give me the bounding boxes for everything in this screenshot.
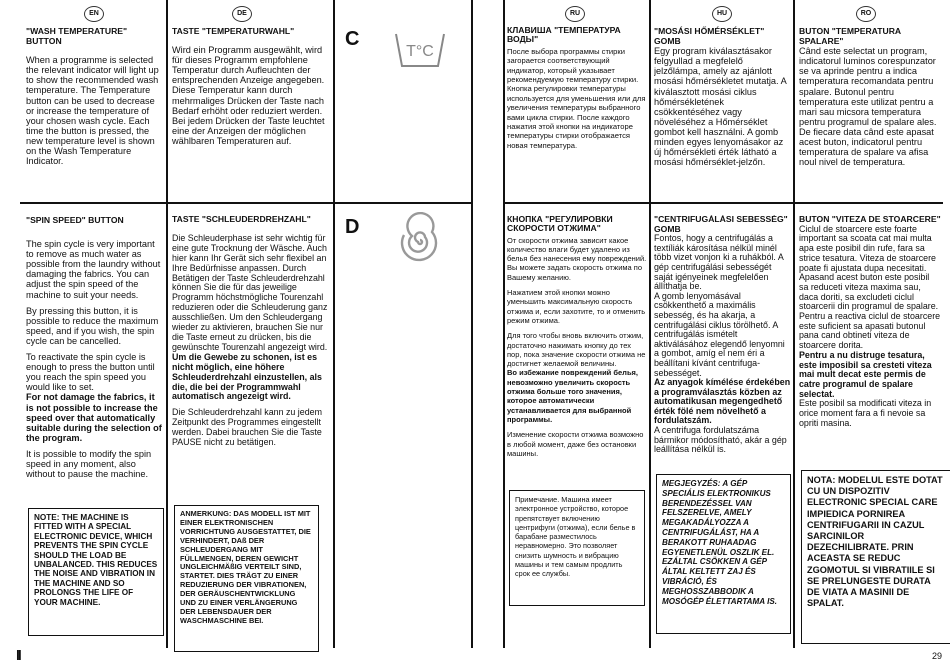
ru-note-box <box>509 490 645 606</box>
ru-wash-temperature-section <box>507 26 647 198</box>
section-warning: Pentru a nu distruge tesatura, este imposibil sa cresteti viteza mai mult decat este permis de catre programul de spalare selectat. <box>799 349 932 399</box>
section-title: "SPIN SPEED" BUTTON <box>26 215 124 225</box>
section-paragraph: Изменение скорости отжима возможно в любой момент, даже без остановки машины. <box>507 430 644 458</box>
de-spin-speed-section <box>172 215 330 505</box>
section-paragraph: It is possible to modify the spin speed in any moment, also without to pause the machine. <box>26 448 152 480</box>
section-paragraph: Die Schleuderdrehzahl kann zu jedem Zeitpunkt des Programmes eingestellt werden. Dabei brauchen Sie die Taste PAUSE nicht zu betätigen. <box>172 407 322 448</box>
section-body: Wird ein Programm ausgewählt, wird für dieses Programm empfohlene Temperatur durch Aufleuchten der entsprechenden Anzeige angegeben. Diese Temperatur kann durch mehrmaliges Drücken der Taste nach Bedarf erhöht oder reduziert werden. Bei jedem Drücken der Taste leuchtet eine der Anzeigen der möglichen wählbaren Temperaturen auf. <box>172 45 325 146</box>
temperature-icon-label: T°C <box>406 43 434 60</box>
section-title: TASTE "SCHLEUDERDREHZAHL" <box>172 215 311 224</box>
column-divider <box>471 0 473 648</box>
ro-spin-speed-section <box>799 215 941 467</box>
section-paragraph: By pressing this button, it is possible to reduce the maximum speed, and if you wish, the spin cycle can be cancelled. <box>26 305 159 346</box>
section-body: Egy program kiválasztásakor felgyullad a megfelelő jelzőlámpa, amely az ajánlott mosási hőmérsékletet mutatja. A kiválasztott mosási ciklus hőmérsékletének csökkentéséhez vagy növeléséhez a Hőmérséklet gombot kell használni. A gomb minden egyes lenyomásakor az új hőmérsékleti érték látható a mosási hőmérséklet-jelzőn. <box>654 46 787 168</box>
section-title: КЛАВИША "ТЕМПЕРАТУРА ВОДЫ" <box>507 26 621 45</box>
en-spin-speed-section <box>26 215 162 508</box>
section-paragraph: A centrifuga fordulatszáma bármikor módosítható, akár a gép leállítása nélkül is. <box>654 425 787 455</box>
de-note-box <box>174 505 319 652</box>
column-divider <box>503 0 505 648</box>
section-d-marker <box>335 0 465 648</box>
en-note-box <box>28 508 164 636</box>
section-divider <box>503 202 943 204</box>
section-paragraph: От скорости отжима зависит какое количество влаги будет удалено из белья без нанесения ему повреждений. Вы можете задать скорость отжима по Вашему желанию. <box>507 235 647 282</box>
section-warning: Um die Gewebe zu schonen, ist es nicht möglich, eine höhere Schleuderdrehzahl einzustellen, als die, die bei der Programmwahl automatisch angezeigt wird. <box>172 351 322 402</box>
note-text: NOTE: THE MACHINE IS FITTED WITH A SPECIAL ELECTRONIC DEVICE, WHICH PREVENTS THE SPIN CYCLE SHOULD THE LOAD BE UNBALANCED. THIS REDUCES THE NOISE AND VIBRATION IN THE MACHINE AND SO PROLONGS THE LIFE OF YOUR MACHINE. <box>34 513 158 607</box>
en-wash-temperature-section <box>26 26 162 198</box>
section-title: "CENTRIFUGÁLÁSI SEBESSÉG" GOMB <box>654 215 788 234</box>
language-badge-de: DE <box>232 6 252 22</box>
language-badge-ro: RO <box>856 6 876 22</box>
note-text: ANMERKUNG: DAS MODELL IST MIT EINER ELEKTRONISCHEN VORRICHTUNG AUSGESTATTET, DIE VERHINDERT, DAß DER SCHLEUDERGANG MIT FÜLLMENGEN, DEREN GEWICHT UNGLEICHMÄßIG VERTEILT SIND, STARTET. DIES TRÄGT ZU EINER REDUZIERUNG DER VIBRATIONEN, DER GERÄUSCHENTWICKLUNG UND ZU EINER VERLÄNGERUNG DER LEBENSDAUER DER WASCHMASCHINE BEI. <box>180 509 311 625</box>
section-title: BUTON "VITEZA DE STOARCERE" <box>799 215 941 224</box>
section-paragraph: Нажатием этой кнопки можно уменьшить максимальную скорость отжима и, если захотите, то и отменить режим отжима. <box>507 288 646 325</box>
spin-spiral-icon <box>390 212 450 272</box>
page-number: 29 <box>931 651 942 661</box>
language-badge-en: EN <box>84 6 104 22</box>
section-body: После выбора программы стирки загорается соответствующий индикатор, который указывает рекомендуемую температуру стирки. Кнопка регулировки температуры используется для уменьшения или для увеличения температуры выбранного вами цикла стирки. После каждого нажатия этой кнопки на индикаторе температуры стирки отображается новая температура. <box>507 46 646 150</box>
hu-spin-speed-section <box>654 215 791 473</box>
section-body: When a programme is selected the relevant indicator will light up to show the recommended wash temperature. The Temperature button can be used to decrease or increase the temperature of your chosen wash cycle. Each time the button is pressed, the new temperature level is shown on the Wash Temperature Indicator. <box>26 55 159 167</box>
note-text: MEGJEGYZÉS: A GÉP SPECIÁLIS ELEKTRONIKUS BERENDEZÉSSEL VAN FELSZERELVE, AMELY MEGAKADÁLYOZZA A CENTRIFUGÁLÁST, HA A BERAKOTT RUHAADAG EGYENETLENÜL OSZLIK EL. EZÁLTAL CSÖKKEN A GÉP ÁLTAL KELTETT ZAJ ÉS VIBRÁCIÓ, ÉS MEGHOSSZABBODIK A MOSÓGÉP ÉLETTARTAMA IS. <box>662 479 777 606</box>
note-text: NOTA: MODELUL ESTE DOTAT CU UN DISPOZITIV ELECTRONIC SPECIAL CARE IMPIEDICA PORNIREA CENTRIFUGARII IN CAZUL SARCINILOR DEZECHILIBRATE. PRIN ACEASTA SE REDUC ZGOMOTUL SI VIBRATIILE SI SE PRELUNGESTE DURATA DE VIATA A MASINII DE SPALAT. <box>807 475 943 609</box>
section-warning: Az anyagok kímélése érdekében a programválasztás közben az automatikusan megengedhető érték fölé nem növelhető a fordulatszám. <box>654 377 791 426</box>
section-letter: C <box>345 28 360 50</box>
section-title: КНОПКА "РЕГУЛИРОВКИ СКОРОСТИ ОТЖИМА" <box>507 215 613 234</box>
section-title: BUTON "TEMPERATURA SPALARE" <box>799 26 901 47</box>
section-paragraph: A gomb lenyomásával csökkenthető a maximális sebesség, és ha akarja, a centrifugálási ciklus törölhető. A centrifugálás ismételt aktiválásához elegendő lenyomni a gombot, amíg el nem éri a beállítani kívánt centrifuga-sebességet. <box>654 290 785 378</box>
section-paragraph: Fontos, hogy a centrifugálás a textíliák károsítása nélkül minél több vizet vonjon ki a ruhákból. A gép centrifugálási sebességét saját igényeinek megfelelően állíthatja be. <box>654 233 784 292</box>
section-paragraph: Для того чтобы вновь включить отжим, достаточно нажимать кнопку до тех пор, пока значение скорости отжима не достигнет желаемой величины. <box>507 331 646 369</box>
binding-mark: ll <box>16 647 20 663</box>
column-divider <box>649 0 651 648</box>
section-title: "MOSÁSI HŐMÉRSÉKLET" GOMB <box>654 26 765 47</box>
column-divider <box>166 0 168 648</box>
column-divider <box>793 0 795 648</box>
ro-note-box <box>801 470 950 644</box>
section-paragraph: Die Schleuderphase ist sehr wichtig für eine gute Trocknung der Wäsche. Auch hier kann Ihr Gerät sich sehr flexibel an Ihre Bedürfnisse anpassen. Durch Betätigen der Taste Schleuderdrehzahl können Sie die für das jeweilige Programm höchstmögliche Tourenzahl reduzieren oder die Schleuderung ganz ausschließen. Um den Schleudergang wieder zu aktivieren, brauchen Sie nur die Taste erneut zu drücken, bis die gewünschte Tourenzahl angezeigt wird. <box>172 232 328 352</box>
de-wash-temperature-section <box>172 26 330 198</box>
section-title: "WASH TEMPERATURE" BUTTON <box>26 26 128 47</box>
section-letter: D <box>345 216 360 238</box>
section-body: Când este selectat un program, indicatorul luminos corespunzator se va aprinde pentru a indica temperatura recomandata pentru spalare. Butonul pentru temperatura este utilizat pentru a mari sau micsora temperatura pentru programul de spalare ales. De fiecare data când este apasat acest buton, indicatorul pentru temperatura de spalare va afisa noul nivel de temperatura. <box>799 46 937 168</box>
hu-note-box <box>656 474 791 634</box>
language-badge-hu: HU <box>712 6 732 22</box>
language-badge-ru: RU <box>565 6 585 22</box>
section-warning: For not damage the fabrics, it is not possible to increase the speed over that automatically suitable during the selection of the program. <box>26 392 162 443</box>
section-paragraph: The spin cycle is very important to remove as much water as possible from the laundry without damaging the fabrics. You can adjust the spin speed of the machine to suit your needs. <box>26 239 161 300</box>
section-warning: Во избежание повреждений белья, невозможно увеличить скорость отжима больше того значения, которое автоматически устанавливается для выбранной программы. <box>507 368 639 424</box>
section-title: TASTE "TEMPERATURWAHL" <box>172 26 295 36</box>
section-paragraph: To reactivate the spin cycle is enough to press the button until you reach the spin speed you would like to set. <box>26 352 155 393</box>
hu-wash-temperature-section <box>654 26 791 198</box>
note-text: Примечание. Машина имеет электронное устройство, которое препятствует включению центрифуги (отжима), если белье в барабане разместилось неравномерно. Это позволяет снизить шумность и вибрацию машины и тем самым продлить срок ее службы. <box>515 495 636 579</box>
ru-spin-speed-section <box>507 215 647 487</box>
section-paragraph: Ciclul de stoarcere este foarte important sa scoata cat mai multa apa este posibil din rufe, fara sa strice tesatura. Viteza de stoarcere poate fi ajustata dupa necesitati. Apasand acest buton este posibil sa reduceti viteza maxima sau, daca doriti, sa excludeti ciclul stoarcerii din programul de spalare. Pentru a reactiva ciclul de stoarcere este suficient sa apasati butonul pana cand obtineti viteza de stoarcere dorita. <box>799 223 941 351</box>
ro-wash-temperature-section <box>799 26 941 198</box>
section-paragraph: Este posibil sa modificati viteza in orice moment fara a fi nevoie sa opriti masina. <box>799 398 932 428</box>
